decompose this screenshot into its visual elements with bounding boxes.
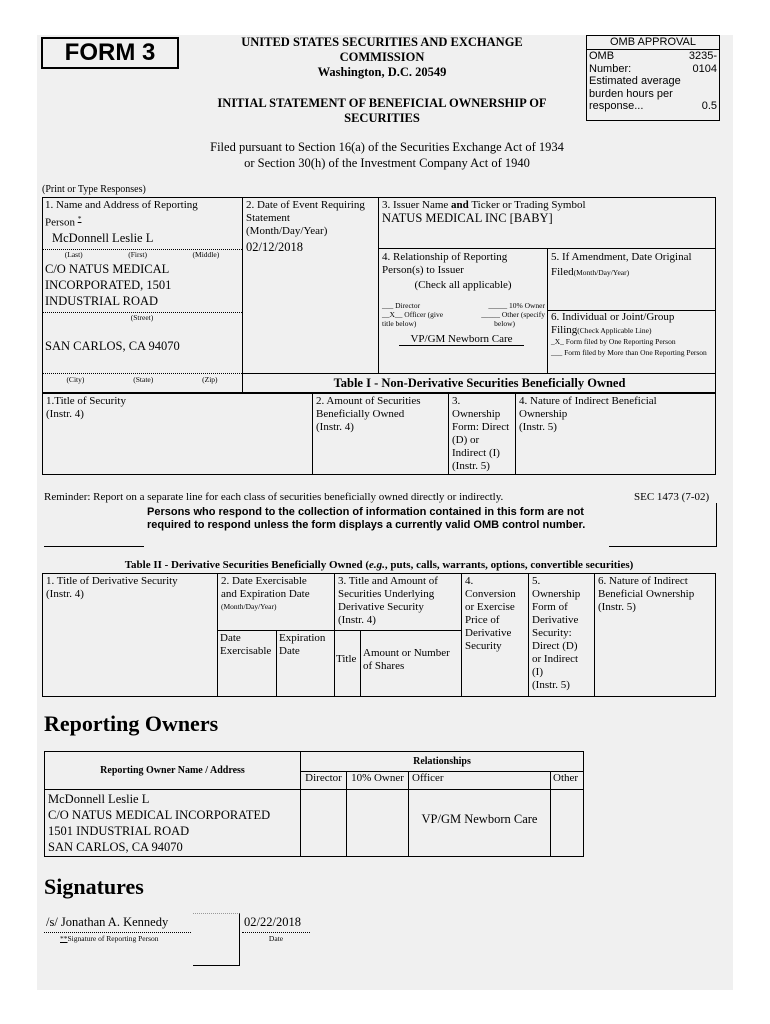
table2-col3-title: Title — [335, 631, 361, 696]
omb-response-value: 0.5 — [701, 100, 717, 112]
box5-amendment — [548, 249, 716, 311]
table2-title — [42, 559, 716, 571]
table2-expiration-date: Expiration Date — [279, 632, 326, 657]
table2-col2-sub: (Month/Day/Year) — [221, 602, 277, 611]
agency-line3: Washington, D.C. 20549 — [317, 65, 447, 79]
notice-box — [44, 503, 716, 547]
table2-col3 — [335, 574, 462, 696]
table2-title-eg: e.g. — [369, 559, 385, 571]
signature-label: Signature of Reporting Person — [67, 934, 159, 943]
filing-option-multiple[interactable]: ___ Form filed by More than One Reporting Person — [551, 348, 707, 357]
label-city: (City) — [66, 375, 85, 384]
table2-col6: 6. Nature of Indirect Beneficial Ownership (Instr. 5) — [598, 575, 695, 613]
reporting-person-name: McDonnell Leslie L — [52, 231, 154, 245]
col-director: Director — [301, 772, 347, 790]
event-date: 02/12/2018 — [246, 240, 303, 254]
form-title: FORM 3 — [41, 37, 179, 69]
reporting-person-city: SAN CARLOS, CA 94070 — [45, 339, 180, 353]
box6-filing — [548, 311, 716, 373]
agency-header — [187, 35, 577, 80]
signature-value: /s/ Jonathan A. Kennedy — [46, 915, 169, 929]
filed-line2: or Section 30(h) of the Investment Company Act of 1940 — [244, 156, 530, 170]
omb-label: OMB — [589, 50, 615, 62]
omb-est-line2: burden hours per — [589, 87, 673, 100]
col-officer: Officer — [409, 772, 551, 790]
col-ten-pct: 10% Owner — [347, 772, 409, 790]
agency-line1: UNITED STATES SECURITIES AND EXCHANGE — [241, 35, 523, 49]
box4-label: 4. Relationship of Reporting Person(s) to Issuer — [382, 251, 508, 276]
box2-event-date — [243, 197, 379, 373]
table2-col3-amount: Amount or Number of Shares — [363, 647, 450, 672]
label-title-below: title below) — [382, 319, 417, 328]
label-middle: (Middle) — [192, 250, 220, 259]
table1-col1: 1.Title of Security (Instr. 4) — [43, 394, 313, 474]
relationships-header: Relationships — [301, 752, 583, 772]
box3-issuer — [379, 197, 716, 249]
table1-title: Table I - Non-Derivative Securities Beneficially Owned — [333, 376, 626, 390]
omb-value: 3235- — [688, 50, 717, 62]
omb-notice: Persons who respond to the collection of information contained in this form are not required to respond unless the form displays a currently valid OMB control number. — [147, 506, 586, 531]
reporting-person-address: C/O NATUS MEDICAL INCORPORATED, 1501 INDUSTRIAL ROAD — [45, 262, 172, 308]
omb-response-label: response... — [589, 100, 644, 112]
label-street: (Street) — [130, 313, 154, 322]
omb-est-line1: Estimated average — [589, 75, 681, 87]
filing-option-one[interactable]: _X_ Form filed by One Reporting Person — [551, 337, 676, 346]
box2-label: 2. Date of Event Requiring Statement (Month/Day/Year) — [246, 199, 365, 237]
box1-label-line1: 1. Name and Address of Reporting — [45, 199, 198, 211]
signature-date-label: Date — [268, 934, 284, 943]
label-zip: (Zip) — [202, 375, 218, 384]
sig-marker: ** — [60, 934, 68, 943]
table2-col2 — [218, 574, 335, 696]
table1 — [42, 393, 716, 475]
label-below: below) — [494, 319, 515, 328]
omb-title: OMB APPROVAL — [587, 36, 719, 50]
table1-col4: 4. Nature of Indirect Beneficial Ownership (Instr. 5) — [519, 395, 657, 433]
table1-title-bar — [243, 373, 716, 393]
owner-name-header: Reporting Owner Name / Address — [45, 752, 301, 790]
reporting-owners-table — [44, 751, 584, 857]
form-page — [37, 35, 733, 990]
table2-col5: 5. Ownership Form of Derivative Security: Direct (D) or Indirect (I) (Instr. 5) — [529, 574, 595, 696]
table1-col3: 3. Ownership Form: Direct (D) or Indirect (I) (Instr. 5) — [449, 394, 516, 474]
table2-col4: 4. Conversion or Exercise Price of Derivative Security — [462, 574, 529, 696]
table2-title-post: , puts, calls, warrants, options, convertible securities) — [384, 559, 634, 571]
statement-title-line2: SECURITIES — [344, 111, 420, 125]
box4-relationship — [379, 249, 548, 373]
box6-check: (Check Applicable Line) — [577, 326, 652, 335]
col-other: Other — [551, 772, 583, 790]
other-checkbox[interactable]: _____ Other (specify — [481, 310, 545, 319]
sec-number: SEC 1473 (7-02) — [634, 491, 710, 503]
officer-title: VP/GM Newborn Care — [399, 333, 524, 346]
signature-block — [44, 913, 324, 969]
omb-number-label: Number: — [589, 62, 632, 75]
box1-name-address — [42, 197, 243, 393]
filed-pursuant — [137, 139, 637, 171]
omb-approval-box — [586, 35, 720, 121]
label-last: (Last) — [64, 250, 83, 259]
box3-label-post: Ticker or Trading Symbol — [468, 199, 586, 211]
box3-label-pre: 3. Issuer Name — [382, 199, 452, 211]
omb-number-value: 0104 — [692, 62, 717, 75]
officer-checkbox[interactable]: __X__ Officer (give — [382, 310, 444, 319]
agency-line2: COMMISSION — [339, 50, 425, 64]
filed-line1: Filed pursuant to Section 16(a) of the Securities Exchange Act of 1934 — [210, 140, 564, 154]
reminder-text: Reminder: Report on a separate line for each class of securities beneficially owned directly or indirectly. — [44, 491, 504, 503]
table2-date-exercisable: Date Exercisable — [218, 631, 277, 696]
table2-title-pre: Table II - Derivative Securities Beneficially Owned ( — [124, 559, 370, 571]
table2-col3-label: 3. Title and Amount of Securities Underlying Derivative Security (Instr. 4) — [338, 575, 438, 626]
signature-date: 02/22/2018 — [244, 915, 301, 929]
box5-format: (Month/Day/Year) — [573, 268, 630, 277]
box1-label-line2: Person — [45, 216, 75, 229]
label-state: (State) — [133, 375, 154, 384]
box3-label-and: and — [451, 199, 469, 211]
table2 — [42, 573, 716, 697]
box6-filing-label: Filing — [551, 324, 578, 336]
ten-pct-checkbox[interactable]: _____ 10% Owner — [488, 301, 545, 310]
box1-asterisk: * — [77, 214, 82, 223]
print-note: (Print or Type Responses) — [42, 184, 146, 195]
table2-col2-label: 2. Date Exercisable and Expiration Date — [221, 575, 310, 600]
label-first: (First) — [128, 250, 147, 259]
reporting-owners-heading: Reporting Owners — [44, 711, 219, 736]
box6-label: 6. Individual or Joint/Group — [551, 311, 675, 323]
table2-col1: 1. Title of Derivative Security (Instr. 4) — [43, 574, 218, 696]
table1-col2: 2. Amount of Securities Beneficially Owned (Instr. 4) — [313, 394, 449, 474]
box5-label: 5. If Amendment, Date Original — [551, 251, 692, 263]
statement-title — [187, 96, 577, 126]
issuer-name: NATUS MEDICAL INC [BABY] — [382, 211, 553, 225]
statement-title-line1: INITIAL STATEMENT OF BENEFICIAL OWNERSHIP OF — [217, 96, 547, 110]
signatures-heading: Signatures — [44, 874, 144, 899]
director-checkbox[interactable]: ___ Director — [382, 301, 421, 310]
owner-officer-title: VP/GM Newborn Care — [409, 790, 551, 856]
box5-filed: Filed — [551, 266, 574, 278]
box4-check: (Check all applicable) — [414, 279, 512, 291]
owner-name-address: McDonnell Leslie L C/O NATUS MEDICAL INCORPORATED 1501 INDUSTRIAL ROAD SAN CARLOS, CA 94070 — [45, 790, 301, 856]
